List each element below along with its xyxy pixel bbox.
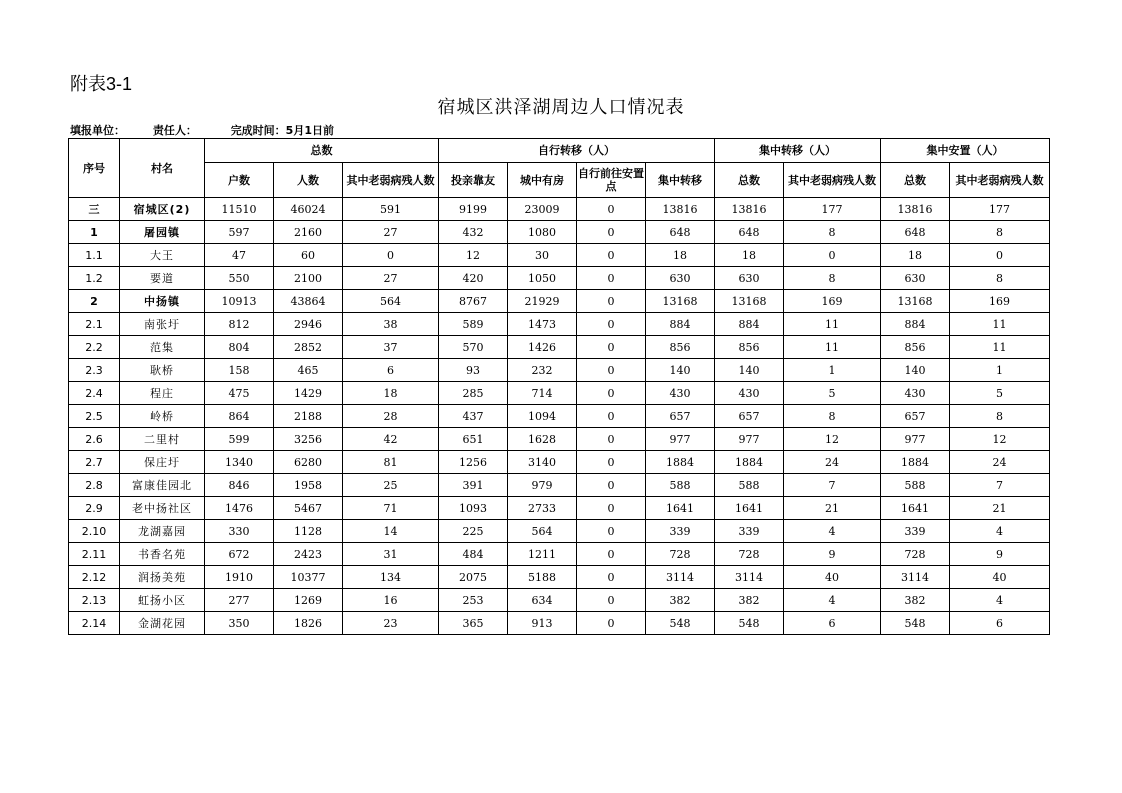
settle-total-cell: 1884 [881,451,950,474]
elderly-cell: 23 [343,612,439,635]
people-cell: 2100 [274,267,343,290]
relatives-cell: 9199 [439,198,508,221]
table-body [69,198,1050,635]
table-row [69,313,1050,336]
central-total-cell: 13816 [715,198,784,221]
people-cell: 2423 [274,543,343,566]
central-total-cell: 430 [715,382,784,405]
table-row [69,336,1050,359]
central-elderly-cell: 5 [784,382,881,405]
city-house-cell: 979 [508,474,577,497]
table-row [69,497,1050,520]
seq-cell: 2.13 [69,589,120,612]
households-cell: 10913 [205,290,274,313]
central-elderly-cell: 8 [784,267,881,290]
settle-elderly-cell: 21 [950,497,1050,520]
village-name-cell: 宿城区(2) [120,198,205,221]
seq-cell: 1.2 [69,267,120,290]
table-row [69,405,1050,428]
central-total-cell: 1884 [715,451,784,474]
relatives-cell: 253 [439,589,508,612]
people-cell: 1958 [274,474,343,497]
village-name-cell: 程庄 [120,382,205,405]
households-cell: 597 [205,221,274,244]
elderly-cell: 27 [343,267,439,290]
people-cell: 2188 [274,405,343,428]
central-total-cell: 140 [715,359,784,382]
relatives-cell: 225 [439,520,508,543]
people-cell: 2852 [274,336,343,359]
village-name-cell: 老中扬社区 [120,497,205,520]
village-name-cell: 保庄圩 [120,451,205,474]
elderly-cell: 18 [343,382,439,405]
city-house-cell: 21929 [508,290,577,313]
households-cell: 846 [205,474,274,497]
settle-elderly-cell: 40 [950,566,1050,589]
households-cell: 158 [205,359,274,382]
city-house-cell: 564 [508,520,577,543]
settle-elderly-cell: 24 [950,451,1050,474]
self-point-cell: 0 [577,520,646,543]
households-cell: 277 [205,589,274,612]
households-cell: 350 [205,612,274,635]
people-cell: 2160 [274,221,343,244]
households-cell: 599 [205,428,274,451]
table-row [69,221,1050,244]
settle-total-cell: 977 [881,428,950,451]
seq-cell: 2.11 [69,543,120,566]
header-total-group: 总数 [205,139,439,163]
households-cell: 812 [205,313,274,336]
seq-cell: 2.9 [69,497,120,520]
header-central-transfer: 集中转移 [646,163,715,198]
city-house-cell: 1080 [508,221,577,244]
village-name-cell: 虹扬小区 [120,589,205,612]
seq-cell: 1 [69,221,120,244]
central-total-cell: 1641 [715,497,784,520]
table-row [69,474,1050,497]
central-transfer-cell: 884 [646,313,715,336]
central-transfer-cell: 1641 [646,497,715,520]
seq-cell: 2.10 [69,520,120,543]
central-transfer-cell: 648 [646,221,715,244]
households-cell: 672 [205,543,274,566]
self-point-cell: 0 [577,451,646,474]
central-total-cell: 977 [715,428,784,451]
central-elderly-cell: 4 [784,589,881,612]
households-cell: 550 [205,267,274,290]
elderly-cell: 564 [343,290,439,313]
city-house-cell: 634 [508,589,577,612]
central-elderly-cell: 1 [784,359,881,382]
self-point-cell: 0 [577,428,646,451]
header-households: 户数 [205,163,274,198]
village-name-cell: 金湖花园 [120,612,205,635]
self-point-cell: 0 [577,543,646,566]
settle-elderly-cell: 11 [950,336,1050,359]
elderly-cell: 38 [343,313,439,336]
relatives-cell: 420 [439,267,508,290]
document-title: 宿城区洪泽湖周边人口情况表 [437,97,685,118]
header-seq: 序号 [69,139,120,198]
settle-total-cell: 588 [881,474,950,497]
settle-total-cell: 430 [881,382,950,405]
central-transfer-cell: 3114 [646,566,715,589]
population-table [68,138,1050,635]
seq-cell: 2.8 [69,474,120,497]
table-row [69,382,1050,405]
settle-total-cell: 382 [881,589,950,612]
city-house-cell: 232 [508,359,577,382]
central-transfer-cell: 382 [646,589,715,612]
central-transfer-cell: 1884 [646,451,715,474]
elderly-cell: 134 [343,566,439,589]
header-people: 人数 [274,163,343,198]
settle-total-cell: 3114 [881,566,950,589]
city-house-cell: 714 [508,382,577,405]
header-settle-elderly: 其中老弱病残人数 [950,163,1050,198]
self-point-cell: 0 [577,589,646,612]
settle-elderly-cell: 11 [950,313,1050,336]
central-elderly-cell: 11 [784,336,881,359]
relatives-cell: 570 [439,336,508,359]
city-house-cell: 1473 [508,313,577,336]
households-cell: 330 [205,520,274,543]
table-row [69,612,1050,635]
central-elderly-cell: 40 [784,566,881,589]
village-name-cell: 润扬美苑 [120,566,205,589]
households-cell: 11510 [205,198,274,221]
people-cell: 1429 [274,382,343,405]
relatives-cell: 432 [439,221,508,244]
city-house-cell: 1094 [508,405,577,428]
seq-cell: 2.1 [69,313,120,336]
seq-cell: 2.12 [69,566,120,589]
seq-cell: 2.14 [69,612,120,635]
people-cell: 60 [274,244,343,267]
settle-elderly-cell: 12 [950,428,1050,451]
relatives-cell: 391 [439,474,508,497]
settle-elderly-cell: 0 [950,244,1050,267]
central-total-cell: 657 [715,405,784,428]
central-total-cell: 13168 [715,290,784,313]
elderly-cell: 591 [343,198,439,221]
self-point-cell: 0 [577,612,646,635]
city-house-cell: 3140 [508,451,577,474]
central-total-cell: 18 [715,244,784,267]
seq-cell: 2.7 [69,451,120,474]
people-cell: 465 [274,359,343,382]
settle-elderly-cell: 9 [950,543,1050,566]
village-name-cell: 富康佳园北 [120,474,205,497]
seq-cell: 2 [69,290,120,313]
central-elderly-cell: 177 [784,198,881,221]
central-transfer-cell: 140 [646,359,715,382]
settle-total-cell: 630 [881,267,950,290]
village-name-cell: 二里村 [120,428,205,451]
relatives-cell: 484 [439,543,508,566]
central-transfer-cell: 630 [646,267,715,290]
central-elderly-cell: 6 [784,612,881,635]
central-elderly-cell: 8 [784,405,881,428]
completion-time-label: 完成时间：5月1日前 [230,124,334,137]
central-transfer-cell: 548 [646,612,715,635]
settle-elderly-cell: 8 [950,405,1050,428]
settle-elderly-cell: 6 [950,612,1050,635]
central-total-cell: 3114 [715,566,784,589]
central-transfer-cell: 977 [646,428,715,451]
self-point-cell: 0 [577,474,646,497]
central-total-cell: 884 [715,313,784,336]
city-house-cell: 23009 [508,198,577,221]
settle-elderly-cell: 7 [950,474,1050,497]
central-transfer-cell: 13816 [646,198,715,221]
elderly-cell: 71 [343,497,439,520]
relatives-cell: 589 [439,313,508,336]
central-elderly-cell: 7 [784,474,881,497]
header-self-transfer-group: 自行转移（人） [439,139,715,163]
table-row [69,359,1050,382]
seq-cell: 三 [69,198,120,221]
central-transfer-cell: 339 [646,520,715,543]
elderly-cell: 28 [343,405,439,428]
settle-total-cell: 140 [881,359,950,382]
relatives-cell: 285 [439,382,508,405]
village-name-cell: 范集 [120,336,205,359]
central-elderly-cell: 11 [784,313,881,336]
header-village: 村名 [120,139,205,198]
village-name-cell: 南张圩 [120,313,205,336]
relatives-cell: 2075 [439,566,508,589]
seq-cell: 2.5 [69,405,120,428]
self-point-cell: 0 [577,359,646,382]
people-cell: 3256 [274,428,343,451]
table-row [69,198,1050,221]
header-row-2 [69,163,1050,198]
elderly-cell: 37 [343,336,439,359]
settle-total-cell: 339 [881,520,950,543]
people-cell: 1826 [274,612,343,635]
header-central-transfer-group: 集中转移（人） [715,139,881,163]
header-central-elderly: 其中老弱病残人数 [784,163,881,198]
settle-elderly-cell: 4 [950,589,1050,612]
central-elderly-cell: 24 [784,451,881,474]
village-name-cell: 岭桥 [120,405,205,428]
households-cell: 1910 [205,566,274,589]
central-transfer-cell: 728 [646,543,715,566]
central-total-cell: 588 [715,474,784,497]
households-cell: 475 [205,382,274,405]
central-elderly-cell: 12 [784,428,881,451]
table-row [69,451,1050,474]
seq-cell: 2.6 [69,428,120,451]
header-self-to-point: 自行前往安置点 [577,163,646,198]
city-house-cell: 913 [508,612,577,635]
elderly-cell: 31 [343,543,439,566]
settle-elderly-cell: 177 [950,198,1050,221]
header-central-settle-group: 集中安置（人） [881,139,1050,163]
central-total-cell: 630 [715,267,784,290]
central-total-cell: 382 [715,589,784,612]
central-transfer-cell: 430 [646,382,715,405]
people-cell: 2946 [274,313,343,336]
people-cell: 1128 [274,520,343,543]
elderly-cell: 27 [343,221,439,244]
village-name-cell: 大王 [120,244,205,267]
central-total-cell: 548 [715,612,784,635]
self-point-cell: 0 [577,566,646,589]
central-total-cell: 856 [715,336,784,359]
village-name-cell: 屠园镇 [120,221,205,244]
city-house-cell: 1211 [508,543,577,566]
table-row [69,244,1050,267]
self-point-cell: 0 [577,336,646,359]
table-row [69,290,1050,313]
central-transfer-cell: 588 [646,474,715,497]
central-transfer-cell: 18 [646,244,715,267]
seq-cell: 2.4 [69,382,120,405]
relatives-cell: 365 [439,612,508,635]
people-cell: 6280 [274,451,343,474]
relatives-cell: 651 [439,428,508,451]
relatives-cell: 12 [439,244,508,267]
households-cell: 864 [205,405,274,428]
central-elderly-cell: 0 [784,244,881,267]
header-settle-total: 总数 [881,163,950,198]
settle-total-cell: 13168 [881,290,950,313]
self-point-cell: 0 [577,221,646,244]
central-elderly-cell: 169 [784,290,881,313]
seq-cell: 2.2 [69,336,120,359]
relatives-cell: 8767 [439,290,508,313]
settle-elderly-cell: 5 [950,382,1050,405]
settle-elderly-cell: 169 [950,290,1050,313]
table-row [69,566,1050,589]
people-cell: 43864 [274,290,343,313]
elderly-cell: 16 [343,589,439,612]
settle-total-cell: 548 [881,612,950,635]
central-total-cell: 728 [715,543,784,566]
city-house-cell: 2733 [508,497,577,520]
people-cell: 46024 [274,198,343,221]
settle-elderly-cell: 8 [950,221,1050,244]
elderly-cell: 0 [343,244,439,267]
central-elderly-cell: 8 [784,221,881,244]
elderly-cell: 14 [343,520,439,543]
settle-total-cell: 1641 [881,497,950,520]
village-name-cell: 要道 [120,267,205,290]
settle-elderly-cell: 1 [950,359,1050,382]
city-house-cell: 1628 [508,428,577,451]
settle-elderly-cell: 8 [950,267,1050,290]
settle-total-cell: 856 [881,336,950,359]
table-row [69,543,1050,566]
header-relatives: 投亲靠友 [439,163,508,198]
central-total-cell: 648 [715,221,784,244]
attachment-label: 附表3-1 [70,74,133,94]
settle-total-cell: 728 [881,543,950,566]
elderly-cell: 6 [343,359,439,382]
central-transfer-cell: 657 [646,405,715,428]
table-row [69,428,1050,451]
households-cell: 47 [205,244,274,267]
table-row [69,267,1050,290]
table-row [69,520,1050,543]
fill-info-row [70,122,334,138]
self-point-cell: 0 [577,313,646,336]
header-central-total: 总数 [715,163,784,198]
households-cell: 804 [205,336,274,359]
city-house-cell: 1050 [508,267,577,290]
households-cell: 1340 [205,451,274,474]
responsible-person-label: 责任人： [152,124,197,137]
self-point-cell: 0 [577,405,646,428]
settle-total-cell: 13816 [881,198,950,221]
village-name-cell: 中扬镇 [120,290,205,313]
households-cell: 1476 [205,497,274,520]
elderly-cell: 42 [343,428,439,451]
central-elderly-cell: 21 [784,497,881,520]
self-point-cell: 0 [577,244,646,267]
central-elderly-cell: 9 [784,543,881,566]
people-cell: 10377 [274,566,343,589]
settle-elderly-cell: 4 [950,520,1050,543]
seq-cell: 1.1 [69,244,120,267]
header-row-1 [69,139,1050,163]
village-name-cell: 耿桥 [120,359,205,382]
settle-total-cell: 648 [881,221,950,244]
fill-unit-label: 填报单位： [70,124,125,137]
relatives-cell: 1256 [439,451,508,474]
self-point-cell: 0 [577,267,646,290]
city-house-cell: 5188 [508,566,577,589]
people-cell: 1269 [274,589,343,612]
central-transfer-cell: 13168 [646,290,715,313]
relatives-cell: 437 [439,405,508,428]
settle-total-cell: 657 [881,405,950,428]
self-point-cell: 0 [577,198,646,221]
city-house-cell: 30 [508,244,577,267]
central-transfer-cell: 856 [646,336,715,359]
settle-total-cell: 884 [881,313,950,336]
village-name-cell: 龙湖嘉园 [120,520,205,543]
self-point-cell: 0 [577,497,646,520]
self-point-cell: 0 [577,290,646,313]
header-city-house: 城中有房 [508,163,577,198]
header-elderly-people: 其中老弱病残人数 [343,163,439,198]
settle-total-cell: 18 [881,244,950,267]
relatives-cell: 1093 [439,497,508,520]
village-name-cell: 书香名苑 [120,543,205,566]
elderly-cell: 25 [343,474,439,497]
seq-cell: 2.3 [69,359,120,382]
city-house-cell: 1426 [508,336,577,359]
central-total-cell: 339 [715,520,784,543]
people-cell: 5467 [274,497,343,520]
relatives-cell: 93 [439,359,508,382]
central-elderly-cell: 4 [784,520,881,543]
self-point-cell: 0 [577,382,646,405]
elderly-cell: 81 [343,451,439,474]
table-row [69,589,1050,612]
